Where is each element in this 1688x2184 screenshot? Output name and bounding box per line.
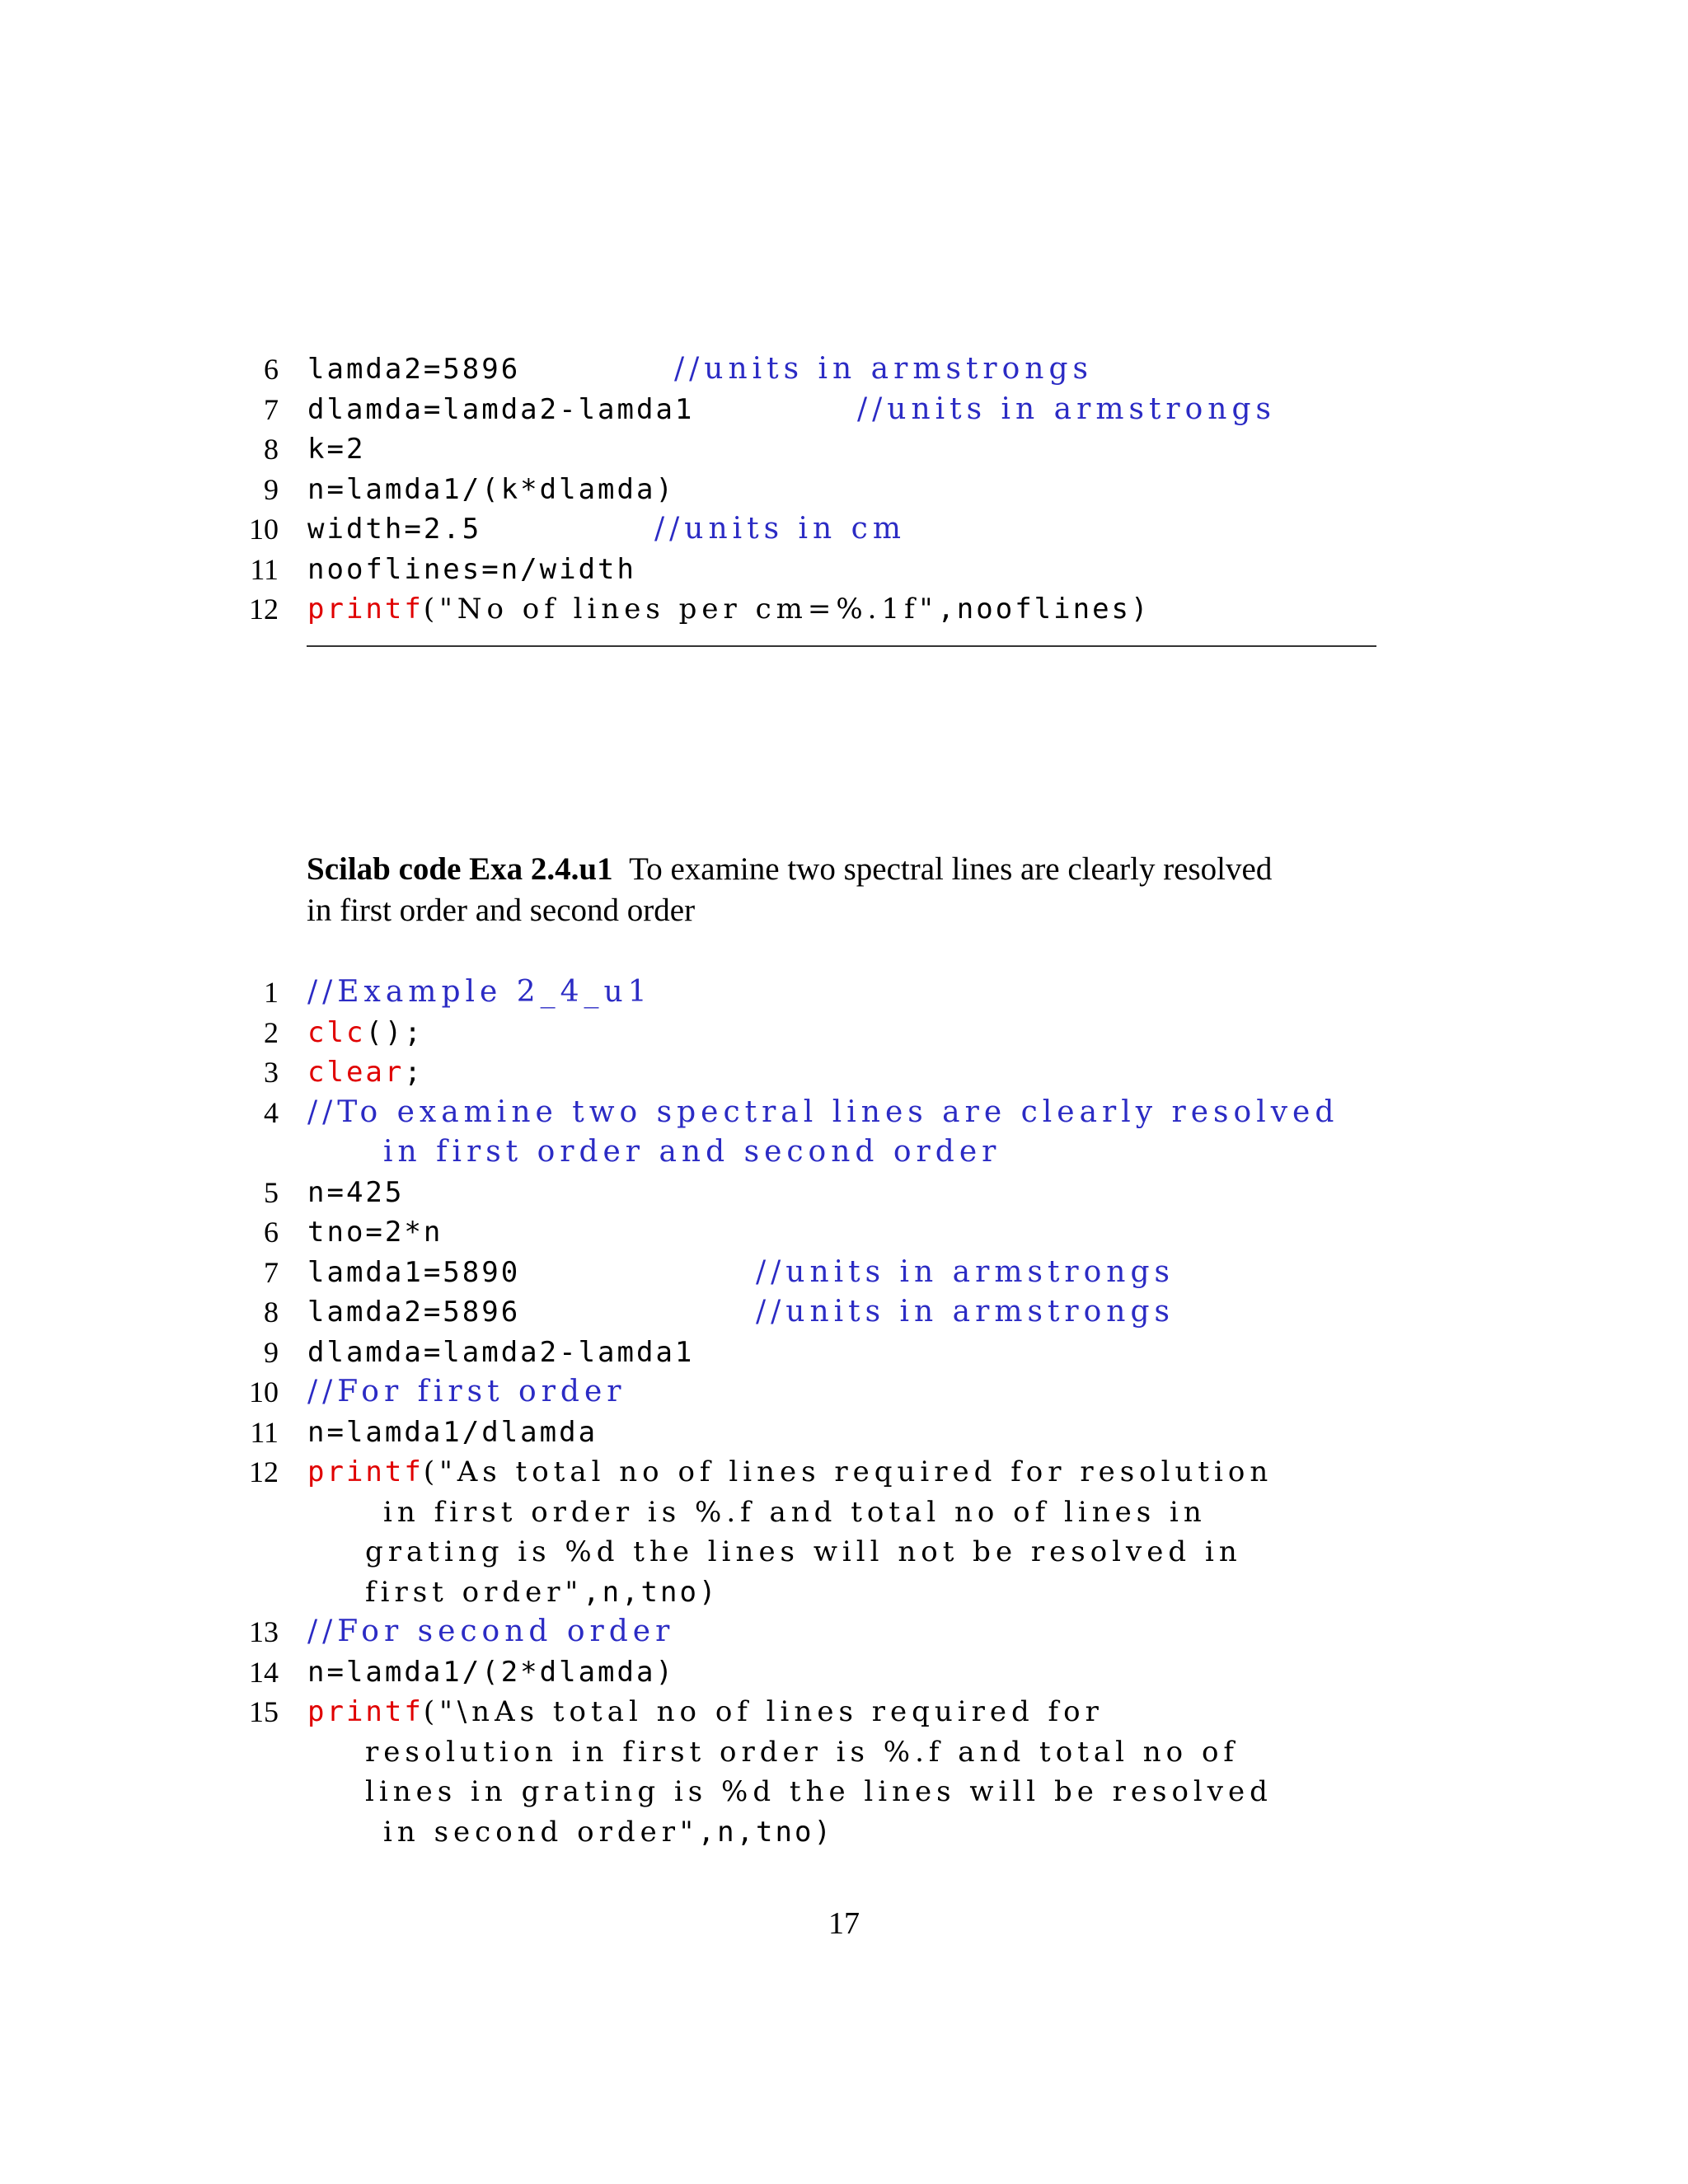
code-comment: //units in armstrongs	[756, 1254, 1175, 1289]
listing-caption	[307, 849, 1386, 931]
code-keyword: printf	[307, 593, 424, 626]
line-number: 6	[264, 1216, 279, 1249]
code-line	[247, 1652, 1376, 1693]
code-text: n=lamda1/(2*dlamda)	[307, 1655, 675, 1689]
code-text	[307, 1013, 424, 1052]
line-number: 1	[264, 976, 279, 1009]
listing-divider	[307, 645, 1376, 647]
code-keyword: clear	[307, 1056, 405, 1089]
caption-label: Scilab code Exa 2.4.u1	[307, 851, 613, 887]
line-number: 4	[264, 1095, 279, 1129]
code-listing-top	[247, 349, 1376, 630]
line-number: 8	[264, 1296, 279, 1329]
code-line-continuation	[247, 1572, 1376, 1613]
code-line	[247, 509, 1376, 550]
code-line	[247, 589, 1376, 630]
line-number: 10	[249, 1376, 279, 1408]
code-text: dlamda=lamda2-lamda1	[307, 392, 695, 426]
code-string: ("No of lines per cm=%.1f"	[423, 593, 938, 626]
code-line	[247, 1093, 1376, 1133]
code-keyword: clc	[307, 1015, 366, 1049]
code-args: ,nooflines)	[937, 593, 1151, 626]
line-number: 14	[249, 1655, 279, 1689]
code-comment: //Example 2_4_u1	[307, 975, 652, 1009]
line-number: 11	[250, 552, 279, 586]
line-number: 5	[264, 1175, 279, 1209]
code-line-continuation	[247, 1732, 1376, 1773]
code-text	[307, 1452, 1273, 1492]
line-number: 7	[264, 1255, 279, 1289]
code-args: ,n,tno)	[583, 1575, 719, 1609]
code-string: first order"	[365, 1575, 584, 1609]
code-line	[247, 349, 1376, 390]
code-line	[247, 470, 1376, 510]
code-text: n=lamda1/(k*dlamda)	[307, 472, 675, 506]
code-text: dlamda=lamda2-lamda1	[307, 1335, 695, 1369]
code-line-continuation	[247, 1812, 1376, 1853]
code-keyword: printf	[307, 1695, 424, 1728]
code-line	[247, 1052, 1376, 1093]
line-number: 12	[249, 1455, 279, 1488]
line-number: 2	[264, 1015, 279, 1049]
code-args: ;	[404, 1056, 424, 1089]
code-line	[247, 1692, 1376, 1732]
line-number: 6	[264, 353, 279, 386]
code-string: ("As total no of lines required for resolution	[423, 1455, 1273, 1488]
code-text: lamda2=5896	[307, 1296, 521, 1329]
code-line	[247, 1212, 1376, 1253]
code-text	[383, 1812, 833, 1852]
code-text	[365, 1572, 718, 1612]
code-args: ,n,tno)	[697, 1815, 833, 1849]
code-text	[307, 589, 1151, 629]
code-text: width=2.5	[307, 513, 482, 546]
code-comment: //units in armstrongs	[857, 391, 1277, 426]
code-string: in first order is %.f and total no of lines in	[383, 1495, 1207, 1529]
code-keyword: printf	[307, 1455, 424, 1488]
code-line	[247, 1253, 1376, 1293]
code-comment: //units in armstrongs	[674, 352, 1094, 386]
caption-text-line2: in first order and second order	[307, 893, 696, 928]
code-string: ("\nAs total no of lines required for	[423, 1695, 1104, 1728]
code-line	[247, 1292, 1376, 1333]
code-line	[247, 1173, 1376, 1213]
code-text	[307, 1052, 424, 1092]
code-line	[247, 1612, 1376, 1652]
code-text: lamda1=5890	[307, 1255, 521, 1289]
code-line	[247, 550, 1376, 590]
code-comment: //For first order	[307, 1375, 626, 1408]
code-string: grating is %d the lines will not be resolved in	[365, 1535, 1242, 1568]
code-line	[247, 972, 1376, 1013]
line-number: 12	[249, 593, 279, 626]
code-text: k=2	[307, 433, 366, 466]
line-number: 13	[249, 1615, 279, 1648]
code-comment: //units in armstrongs	[756, 1295, 1175, 1329]
code-text: nooflines=n/width	[307, 552, 636, 586]
code-text: n=425	[307, 1175, 405, 1209]
code-text: lamda2=5896	[307, 353, 521, 386]
line-number: 9	[264, 472, 279, 506]
line-number: 10	[249, 513, 279, 546]
code-string: in second order"	[383, 1815, 698, 1849]
page-number: 17	[828, 1906, 860, 1941]
code-line-continuation	[247, 1532, 1376, 1572]
code-line	[247, 1452, 1376, 1493]
code-text: tno=2*n	[307, 1216, 443, 1249]
code-comment: in first order and second order	[383, 1135, 1001, 1169]
code-text: n=lamda1/dlamda	[307, 1415, 598, 1449]
code-line-continuation	[247, 1132, 1376, 1173]
code-line	[247, 1372, 1376, 1413]
code-args: ();	[365, 1015, 424, 1049]
code-string: lines in grating is %d the lines will be resolved	[365, 1775, 1273, 1808]
code-line	[247, 1013, 1376, 1053]
code-string: resolution in first order is %.f and total no of	[365, 1735, 1240, 1769]
line-number: 8	[264, 433, 279, 466]
line-number: 11	[250, 1415, 279, 1449]
code-comment: //To examine two spectral lines are clearly resolved	[307, 1094, 1339, 1129]
code-line	[247, 429, 1376, 470]
caption-text-line1: To examine two spectral lines are clearly resolved	[629, 851, 1273, 887]
code-listing-bottom	[247, 972, 1376, 1852]
code-comment: //units in cm	[654, 512, 906, 546]
line-number: 7	[264, 392, 279, 426]
line-number: 15	[249, 1695, 279, 1728]
code-line	[247, 390, 1376, 430]
code-line-continuation	[247, 1493, 1376, 1533]
code-text	[307, 1692, 1104, 1732]
code-line-continuation	[247, 1772, 1376, 1812]
code-line	[247, 1413, 1376, 1453]
line-number: 9	[264, 1335, 279, 1369]
code-line	[247, 1333, 1376, 1373]
code-comment: //For second order	[307, 1615, 675, 1648]
line-number: 3	[264, 1056, 279, 1089]
